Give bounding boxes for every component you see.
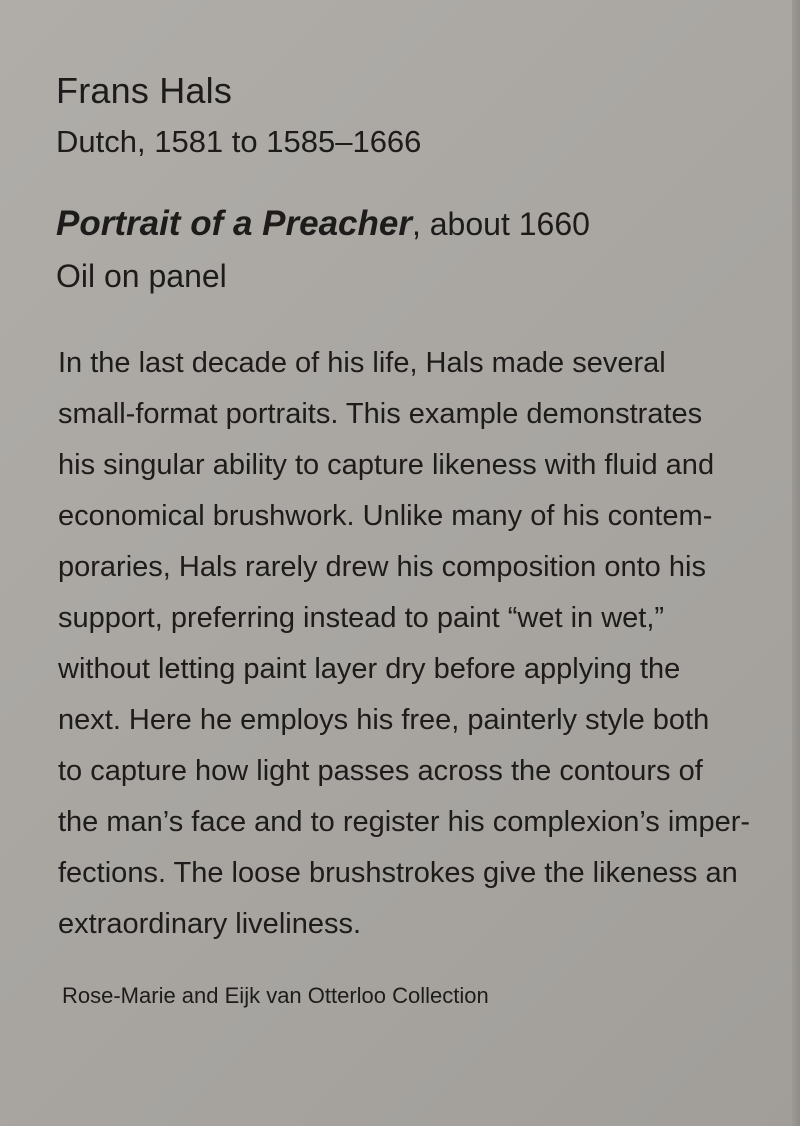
artwork-date: , about 1660: [411, 206, 590, 242]
description-line: economical brushwork. Unlike many of his contem-: [58, 500, 713, 532]
artist-name: Frans Hals: [56, 70, 233, 111]
placard-edge: [792, 0, 800, 1126]
description-line: fections. The loose brushstrokes give the likeness an: [58, 857, 738, 889]
description-line: poraries, Hals rarely drew his composition onto his: [58, 551, 706, 583]
credit-line: Rose-Marie and Eijk van Otterloo Collection: [62, 983, 489, 1008]
artwork-title-line: [56, 204, 746, 244]
description-line: In the last decade of his life, Hals made several: [58, 347, 666, 379]
description-line: his singular ability to capture likeness with fluid and: [58, 449, 715, 481]
description-line: the man’s face and to register his complexion’s imper-: [58, 806, 751, 838]
artist-nationality-dates: Dutch, 1581 to 1585–1666: [56, 124, 422, 159]
description-line: support, preferring instead to paint “wet in wet,”: [58, 602, 665, 634]
description-line: small-format portraits. This example demonstrates: [58, 398, 703, 430]
artwork-medium: Oil on panel: [56, 258, 227, 294]
description-line: next. Here he employs his free, painterly style both: [58, 704, 710, 736]
description-line: extraordinary liveliness.: [58, 908, 362, 940]
description-line: without letting paint layer dry before applying the: [58, 653, 681, 685]
description-line: to capture how light passes across the contours of: [58, 755, 703, 787]
artwork-description: [58, 338, 758, 950]
artwork-title: Portrait of a Preacher: [56, 204, 412, 243]
